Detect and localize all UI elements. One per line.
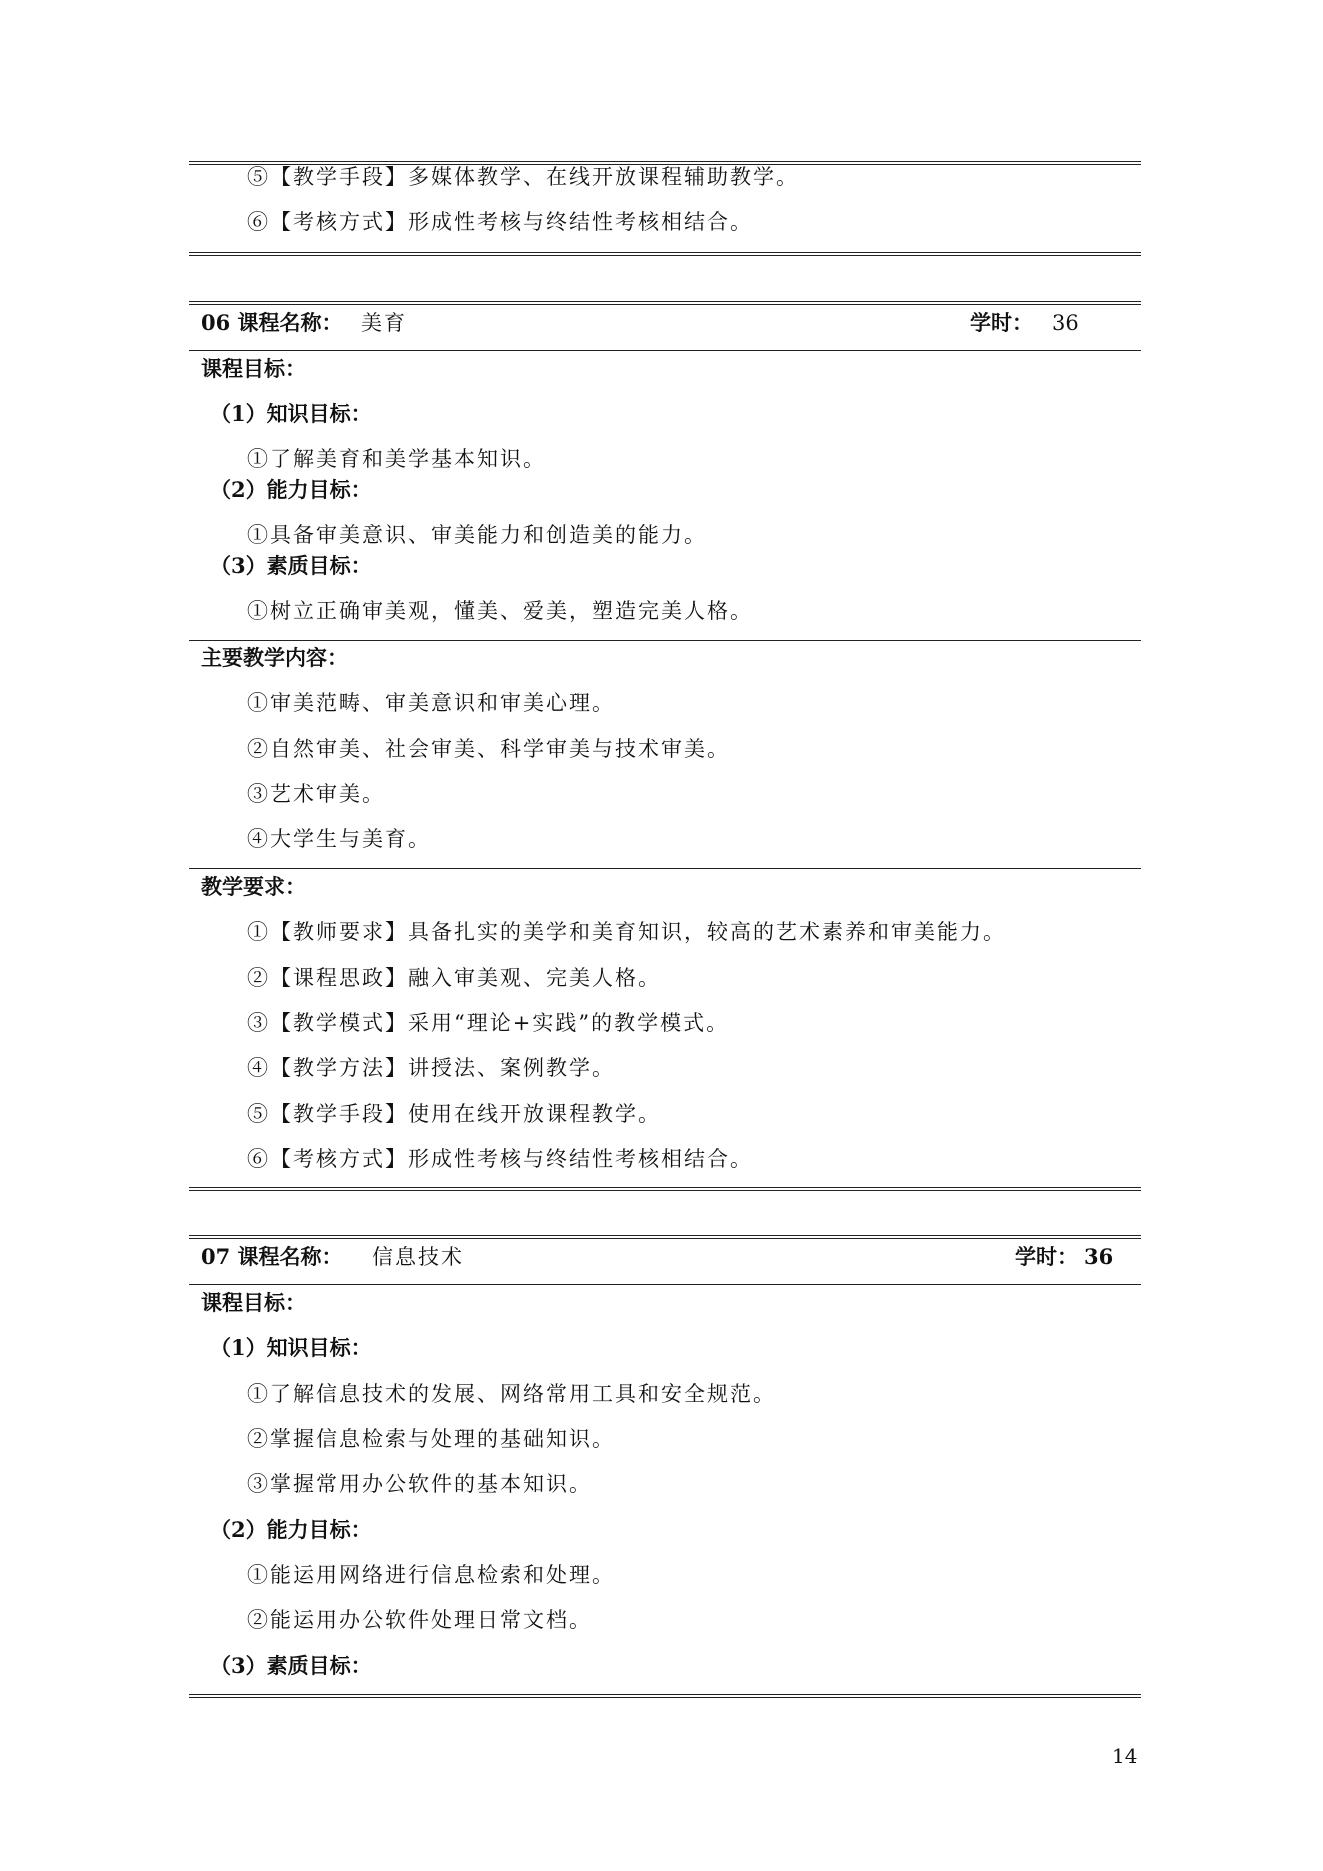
list-item: ①【教师要求】具备扎实的美学和美育知识，较高的艺术素养和审美能力。 xyxy=(247,920,1006,944)
course-name: 美育 xyxy=(361,311,407,335)
list-item: ②掌握信息检索与处理的基础知识。 xyxy=(247,1427,615,1451)
section-heading: 课程目标： xyxy=(201,356,306,381)
divider xyxy=(189,1235,1141,1239)
section-heading: 主要教学内容： xyxy=(201,645,348,670)
subsection-heading: （3）素质目标： xyxy=(210,1653,372,1678)
subsection-heading: （1）知识目标： xyxy=(210,1335,372,1360)
list-item: ①能运用网络进行信息检索和处理。 xyxy=(247,1563,615,1587)
list-item: ③艺术审美。 xyxy=(247,782,385,806)
divider xyxy=(189,252,1141,256)
list-item: ①了解美育和美学基本知识。 xyxy=(247,447,546,471)
subsection-heading: （2）能力目标： xyxy=(210,477,372,502)
section-heading: 教学要求： xyxy=(201,874,306,899)
list-item: ⑥【考核方式】形成性考核与终结性考核相结合。 xyxy=(247,210,753,234)
course-hours-label: 学时： xyxy=(970,310,1033,335)
list-item: ③掌握常用办公软件的基本知识。 xyxy=(247,1472,592,1496)
list-item: ②自然审美、社会审美、科学审美与技术审美。 xyxy=(247,737,730,761)
course-hours-label: 学时： xyxy=(1015,1244,1078,1269)
divider xyxy=(189,868,1141,869)
list-item: ⑤【教学手段】使用在线开放课程教学。 xyxy=(247,1102,661,1126)
course-hours: 36 xyxy=(1084,1244,1114,1269)
divider xyxy=(189,640,1141,641)
course-name-label: 07 课程名称： xyxy=(201,1244,343,1269)
list-item: ④大学生与美育。 xyxy=(247,827,431,851)
course-name: 信息技术 xyxy=(372,1245,464,1269)
divider xyxy=(189,1284,1141,1285)
subsection-heading: （1）知识目标： xyxy=(210,401,372,426)
course-name-label: 06 课程名称： xyxy=(201,310,343,335)
divider xyxy=(189,301,1141,305)
list-item: ①树立正确审美观，懂美、爱美，塑造完美人格。 xyxy=(247,599,753,623)
list-item: ⑥【考核方式】形成性考核与终结性考核相结合。 xyxy=(247,1147,753,1171)
divider xyxy=(189,1187,1141,1191)
list-item: ①审美范畴、审美意识和审美心理。 xyxy=(247,691,615,715)
subsection-heading: （3）素质目标： xyxy=(210,553,372,578)
list-item: ②能运用办公软件处理日常文档。 xyxy=(247,1608,592,1632)
divider xyxy=(189,1694,1141,1698)
list-item: ⑤【教学手段】多媒体教学、在线开放课程辅助教学。 xyxy=(247,165,799,189)
subsection-heading: （2）能力目标： xyxy=(210,1517,372,1542)
course-hours: 36 xyxy=(1052,311,1079,335)
list-item: ①具备审美意识、审美能力和创造美的能力。 xyxy=(247,523,707,547)
divider xyxy=(189,350,1141,351)
list-item: ①了解信息技术的发展、网络常用工具和安全规范。 xyxy=(247,1382,776,1406)
list-item: ②【课程思政】融入审美观、完美人格。 xyxy=(247,966,661,990)
list-item: ④【教学方法】讲授法、案例教学。 xyxy=(247,1056,615,1080)
page-number: 14 xyxy=(1112,1744,1138,1768)
list-item: ③【教学模式】采用“理论+实践”的教学模式。 xyxy=(247,1011,730,1035)
section-heading: 课程目标： xyxy=(201,1290,306,1315)
